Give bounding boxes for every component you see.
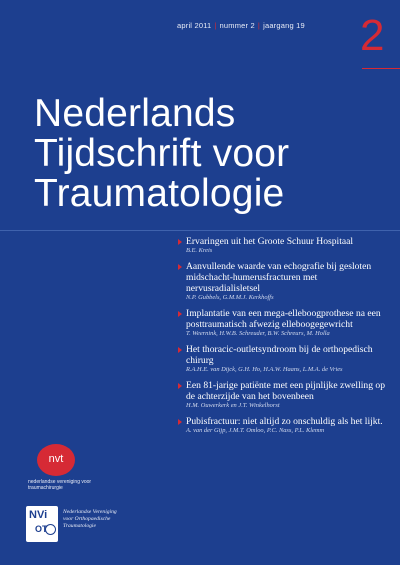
article-authors: R.A.H.E. van Dijck, G.H. Ho, H.A.W. Haans, L.M.A. de Vries <box>186 366 343 373</box>
article-list <box>178 236 392 441</box>
article-authors: N.P. Gubbels, G.M.M.J. Kerkhoffs <box>186 294 274 301</box>
article-title: Het thoracic-outletsyndroom bij de orthopedisch chirurg <box>186 344 373 366</box>
separator: | <box>214 21 217 30</box>
article-authors: T. Weernink, H.W.B. Schreuder, B.W. Schreurs, M. Holla <box>186 330 330 337</box>
title-line-3: Traumatologie <box>34 172 285 215</box>
divider <box>0 230 400 231</box>
nvt-caption: nederlandse vereniging voor traumachirurgie <box>28 479 92 491</box>
article-title: Ervaringen uit het Groote Schuur Hospitaal <box>186 236 354 247</box>
title-line-2: Tijdschrift voor <box>34 132 290 175</box>
article-title: Aanvullende waarde van echografie bij gesloten midschacht-humerusfracturen met nervusradialisletsel <box>186 261 372 294</box>
circle-icon <box>45 524 56 535</box>
article-title: Pubisfractuur: niet altijd zo onschuldig als het lijkt. <box>186 416 383 427</box>
nvot-wordmark-top: NVi <box>29 509 48 521</box>
issue-date: april 2011 <box>177 21 212 30</box>
nvot-logo <box>26 506 58 542</box>
arrow-icon <box>178 419 182 425</box>
article-authors: B.E. Kreis <box>186 247 213 254</box>
article-authors: H.M. Ouwerkerk en J.T. Winkelhorst <box>186 402 280 409</box>
arrow-icon <box>178 347 182 353</box>
arrow-icon <box>178 383 182 389</box>
arrow-icon <box>178 264 182 270</box>
separator: | <box>257 21 261 30</box>
article-title: Implantatie van een mega-elleboogprothese na een posttraumatisch afwezig elleboogegewricht <box>186 308 381 330</box>
article-authors: A. van der Gijp, J.M.T. Omloo, P.C. Nass, P.L. Klemm <box>186 427 325 434</box>
nvot-wordmark-bottom: OT <box>35 524 48 534</box>
list-item <box>178 236 392 255</box>
title-line-1: Nederlands <box>34 92 236 135</box>
nvt-logo <box>37 444 75 476</box>
issue-number: 2 <box>360 11 385 60</box>
arrow-icon <box>178 239 182 245</box>
issue-number-text: nummer 2 <box>219 21 255 30</box>
issue-info <box>177 21 305 30</box>
nvt-wordmark: nvt <box>48 453 64 465</box>
accent-rule <box>362 68 400 69</box>
list-item <box>178 344 392 374</box>
list-item <box>178 380 392 410</box>
article-title: Een 81-jarige patiënte met een pijnlijke zwelling op de achterzijde van het bovenbeen <box>186 380 386 402</box>
list-item <box>178 416 392 435</box>
list-item <box>178 261 392 302</box>
journal-title <box>34 94 394 214</box>
nvot-caption: Nederlandse Vereniging voor Orthopaedische Traumatologie <box>63 509 117 529</box>
list-item <box>178 308 392 338</box>
volume: jaargang 19 <box>263 21 305 30</box>
arrow-icon <box>178 311 182 317</box>
